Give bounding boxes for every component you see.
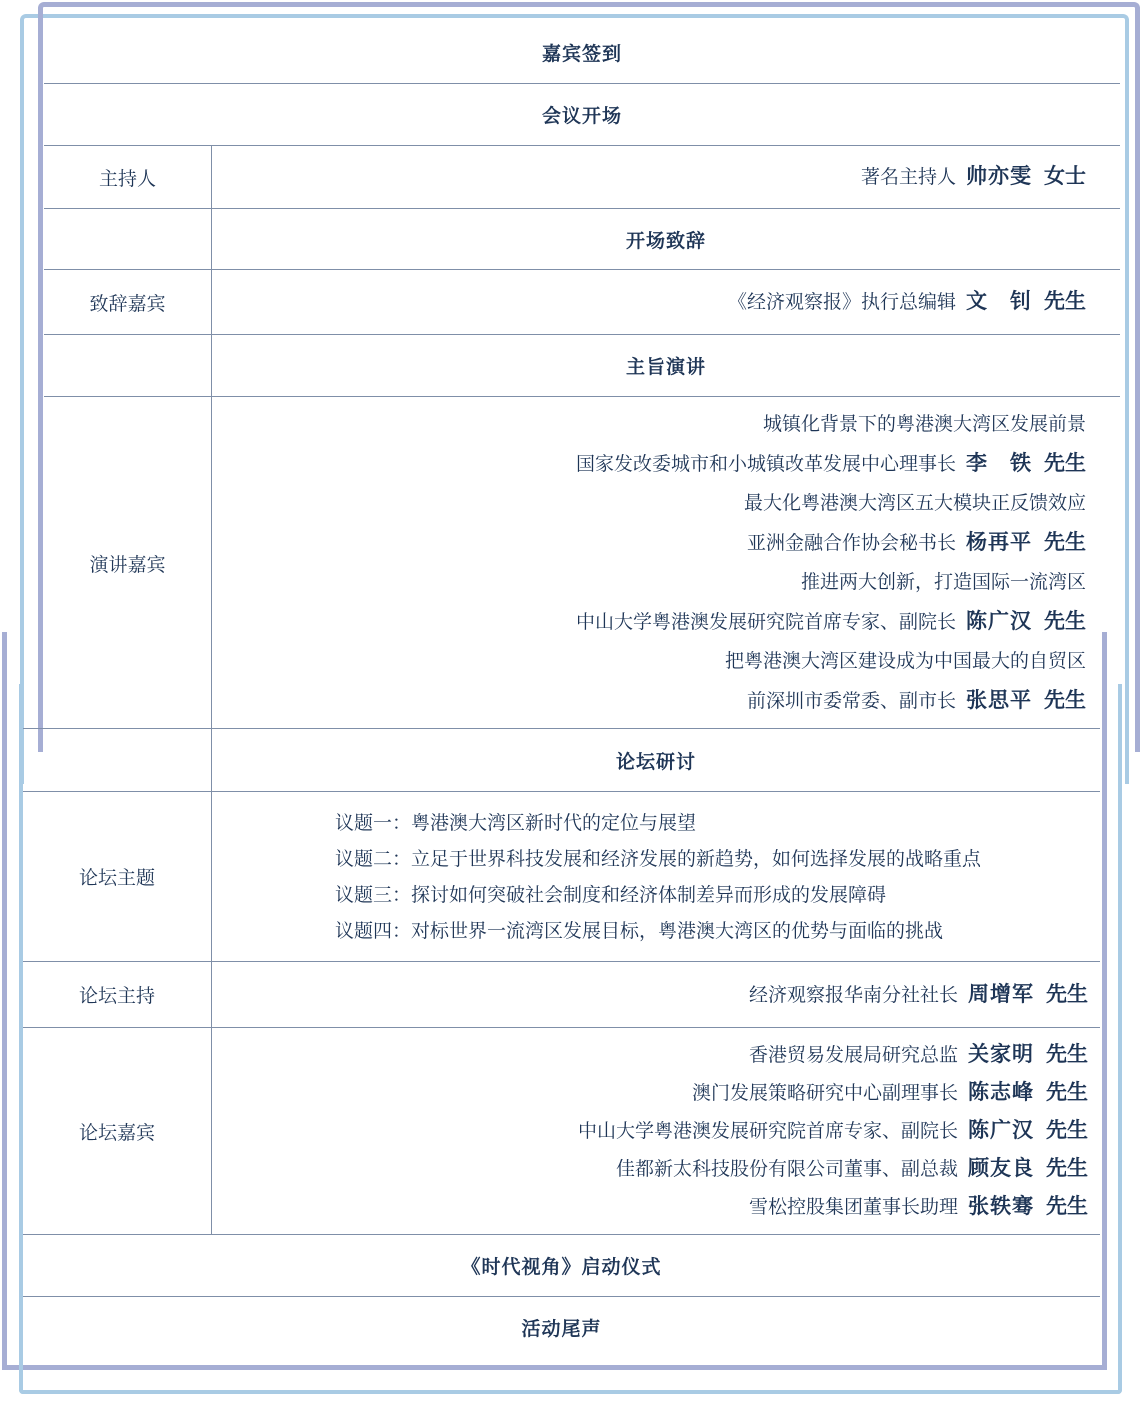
keynote-speaker-2: [747, 523, 1086, 563]
speech-guest-honorific: 先生: [1044, 289, 1086, 313]
speaker-title: 中山大学粤港澳发展研究院首席专家、副院长: [575, 611, 956, 633]
speaker-name: 陈广汉: [966, 609, 1032, 633]
row-host: [44, 145, 1120, 208]
host-content: [212, 146, 1120, 208]
section-forum: 论坛研讨: [615, 750, 696, 773]
speaker-honorific: 先生: [1044, 530, 1086, 554]
row-opening: [44, 83, 1120, 145]
speaker-title: 国家发改委城市和小城镇改革发展中心理事长: [575, 453, 956, 475]
agenda-table-upper: [44, 21, 1120, 729]
guest-honorific: 先生: [1046, 1118, 1088, 1142]
agenda-table-lower: [23, 728, 1100, 1358]
label-empty: [44, 209, 212, 269]
forum-topic-4: 议题四：对标世界一流湾区发展目标，粤港澳大湾区的优势与面临的挑战: [335, 919, 944, 942]
keynote-topic-2: 最大化粤港澳大湾区五大模块正反馈效应: [743, 492, 1086, 514]
speaker-honorific: 先生: [1044, 688, 1086, 712]
row-closing: [23, 1296, 1100, 1358]
label-forum-topics: 论坛主题: [23, 792, 212, 961]
forum-guest-3: [578, 1112, 1088, 1150]
guest-title: 雪松控股集团董事长助理: [748, 1196, 958, 1218]
section-launch: 《时代视角》启动仪式: [461, 1256, 662, 1278]
guest-name: 陈广汉: [968, 1118, 1034, 1142]
label-forum-guests: 论坛嘉宾: [23, 1028, 212, 1234]
speech-guest-line: [728, 283, 1086, 321]
label-empty: [44, 335, 212, 396]
speaker-name: 张思平: [966, 688, 1032, 712]
row-keynote: [44, 334, 1120, 396]
speaker-honorific: 先生: [1044, 609, 1086, 633]
guest-title: 澳门发展策略研究中心副理事长: [691, 1082, 958, 1104]
label-empty: [23, 729, 212, 791]
speaker-name: 李 铁: [966, 451, 1032, 475]
forum-topic-3: 议题三：探讨如何突破社会制度和经济体制差异而形成的发展障碍: [335, 883, 887, 906]
section-checkin: 嘉宾签到: [541, 42, 622, 65]
speech-guest-title: 《经济观察报》执行总编辑: [727, 291, 956, 313]
row-speech-guest: [44, 269, 1120, 334]
row-launch: [23, 1234, 1100, 1296]
host-name: 帅亦雯: [966, 164, 1032, 188]
guest-honorific: 先生: [1046, 1156, 1088, 1180]
guest-title: 中山大学粤港澳发展研究院首席专家、副院长: [577, 1120, 958, 1142]
forum-topic-1: 议题一：粤港澳大湾区新时代的定位与展望: [335, 811, 697, 834]
keynote-topic-1: 城镇化背景下的粤港澳大湾区发展前景: [762, 413, 1086, 435]
keynote-speaker-4: [747, 681, 1086, 721]
forum-guest-2: [692, 1074, 1088, 1112]
forum-host-name: 周增军: [968, 981, 1034, 1006]
guest-title: 佳都新太科技股份有限公司董事、副总裁: [615, 1158, 958, 1180]
row-forum-guests: [23, 1027, 1100, 1234]
keynote-speaker-3: [576, 602, 1086, 642]
label-forum-host: 论坛主持: [23, 962, 212, 1027]
section-closing: 活动尾声: [521, 1318, 602, 1340]
row-opening-speech: [44, 208, 1120, 269]
keynote-speaker-1: [576, 444, 1086, 484]
forum-host-honorific: 先生: [1046, 981, 1088, 1006]
label-host: 主持人: [44, 146, 212, 208]
forum-host-title: 经济观察报华南分社社长: [748, 983, 958, 1006]
keynote-topic-3: 推进两大创新，打造国际一流湾区: [800, 571, 1086, 593]
forum-host-content: [212, 962, 1100, 1027]
section-opening: 会议开场: [541, 105, 622, 127]
guest-name: 顾友良: [968, 1156, 1034, 1180]
guest-honorific: 先生: [1046, 1080, 1088, 1104]
guest-title: 香港贸易发展局研究总监: [748, 1044, 958, 1066]
guest-name: 陈志峰: [968, 1080, 1034, 1104]
label-keynote-speakers: 演讲嘉宾: [44, 397, 212, 729]
row-forum: [23, 728, 1100, 791]
speaker-title: 亚洲金融合作协会秘书长: [746, 532, 956, 554]
row-keynote-speakers: [44, 396, 1120, 729]
label-speech-guest: 致辞嘉宾: [44, 270, 212, 334]
guest-honorific: 先生: [1046, 1042, 1088, 1066]
speech-guest-content: [212, 270, 1120, 334]
forum-guest-5: [749, 1188, 1088, 1226]
host-line: [861, 158, 1086, 196]
row-forum-host: [23, 961, 1100, 1027]
forum-host-line: [749, 976, 1088, 1014]
keynote-speakers-content: [212, 397, 1120, 729]
host-honorific: 女士: [1044, 164, 1086, 188]
speaker-name: 杨再平: [966, 530, 1032, 554]
forum-topics-list: [212, 792, 1100, 961]
forum-guest-4: [616, 1150, 1088, 1188]
row-checkin: [44, 21, 1120, 83]
speaker-title: 前深圳市委常委、副市长: [746, 690, 956, 712]
forum-guests-content: [212, 1028, 1100, 1234]
speaker-honorific: 先生: [1044, 451, 1086, 475]
guest-name: 关家明: [968, 1042, 1034, 1066]
forum-topic-2: 议题二：立足于世界科技发展和经济发展的新趋势，如何选择发展的战略重点: [335, 847, 982, 870]
forum-guest-1: [749, 1036, 1088, 1074]
guest-name: 张轶骞: [968, 1194, 1034, 1218]
keynote-topic-4: 把粤港澳大湾区建设成为中国最大的自贸区: [724, 650, 1086, 672]
section-keynote: 主旨演讲: [625, 356, 706, 378]
guest-honorific: 先生: [1046, 1194, 1088, 1218]
speech-guest-name: 文 钊: [966, 289, 1032, 313]
section-opening-speech: 开场致辞: [625, 229, 706, 252]
host-title: 著名主持人: [860, 166, 956, 188]
row-forum-topics: [23, 791, 1100, 961]
